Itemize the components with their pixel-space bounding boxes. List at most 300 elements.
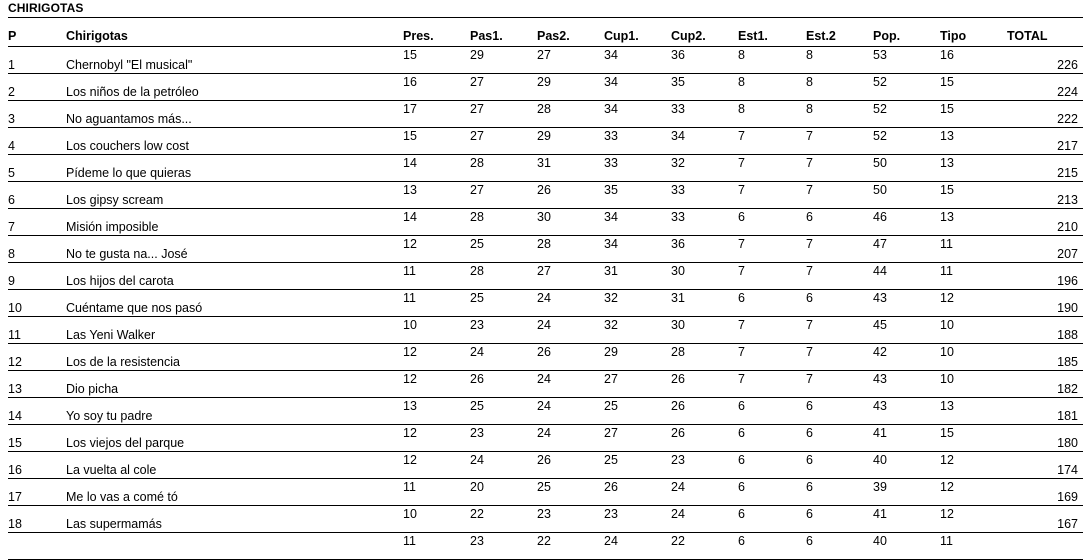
group-name: Los viejos del parque [66, 436, 185, 450]
pas2-score-cell [537, 506, 604, 533]
pas2-score: 28 [537, 102, 551, 116]
pas1-score-cell [470, 155, 537, 182]
cup1-score: 32 [604, 291, 618, 305]
pas2-score-cell [537, 128, 604, 155]
est2-score: 6 [806, 534, 813, 548]
total-score: 222 [1057, 112, 1078, 126]
cup2-score: 33 [671, 102, 685, 116]
est1-score: 7 [738, 156, 745, 170]
est1-score: 6 [738, 453, 745, 467]
table-row [8, 533, 1083, 560]
est2-score: 6 [806, 399, 813, 413]
pres-score-cell [403, 317, 470, 344]
tipo-score: 12 [940, 480, 954, 494]
est1-score-cell [738, 101, 806, 128]
pres-score: 12 [403, 237, 417, 251]
pres-score-cell [403, 479, 470, 506]
group-name-cell [66, 452, 403, 479]
pas1-score: 27 [470, 75, 484, 89]
col-header-cup2: Cup2. [671, 25, 738, 47]
est2-score: 6 [806, 426, 813, 440]
table-row [8, 425, 1083, 452]
pop-score-cell [873, 506, 940, 533]
tipo-score: 15 [940, 183, 954, 197]
table-row [8, 74, 1083, 101]
pas1-score-cell [470, 236, 537, 263]
pop-score-cell [873, 344, 940, 371]
est1-score-cell [738, 425, 806, 452]
cup1-score: 33 [604, 129, 618, 143]
cup2-score-cell [671, 317, 738, 344]
cup2-score: 24 [671, 480, 685, 494]
cup2-score: 26 [671, 372, 685, 386]
table-row [8, 290, 1083, 317]
cup1-score-cell [604, 317, 671, 344]
pres-score-cell [403, 155, 470, 182]
pop-score: 52 [873, 102, 887, 116]
cup2-score-cell [671, 479, 738, 506]
cup1-score-cell [604, 74, 671, 101]
table-row [8, 101, 1083, 128]
est1-score: 7 [738, 237, 745, 251]
cup1-score: 31 [604, 264, 618, 278]
position-number-cell [8, 155, 66, 182]
est2-score-cell [806, 236, 873, 263]
position-number: 18 [8, 517, 22, 531]
position-number-cell [8, 479, 66, 506]
est2-score: 7 [806, 237, 813, 251]
group-name-cell [66, 128, 403, 155]
cup1-score: 23 [604, 507, 618, 521]
total-score: 196 [1057, 274, 1078, 288]
group-name-cell [66, 425, 403, 452]
pres-score-cell [403, 74, 470, 101]
pres-score-cell [403, 290, 470, 317]
est2-score-cell [806, 317, 873, 344]
group-name-cell [66, 263, 403, 290]
pres-score-cell [403, 506, 470, 533]
total-score: 185 [1057, 355, 1078, 369]
total-score-cell [1007, 506, 1083, 533]
table-row [8, 371, 1083, 398]
pop-score-cell [873, 236, 940, 263]
total-score-cell [1007, 74, 1083, 101]
est1-score-cell [738, 398, 806, 425]
pres-score-cell [403, 236, 470, 263]
total-score: 181 [1057, 409, 1078, 423]
pres-score-cell [403, 371, 470, 398]
tipo-score-cell [940, 47, 1007, 74]
pas1-score: 23 [470, 426, 484, 440]
position-number: 17 [8, 490, 22, 504]
cup2-score-cell [671, 452, 738, 479]
pas2-score-cell [537, 425, 604, 452]
pas2-score-cell [537, 236, 604, 263]
tipo-score: 11 [940, 237, 953, 251]
position-number: 9 [8, 274, 15, 288]
pres-score: 11 [403, 291, 416, 305]
est2-score: 6 [806, 480, 813, 494]
position-number: 8 [8, 247, 15, 261]
pop-score-cell [873, 182, 940, 209]
cup2-score: 23 [671, 453, 685, 467]
cup2-score: 33 [671, 210, 685, 224]
group-name-cell [66, 155, 403, 182]
pop-score-cell [873, 533, 940, 560]
pop-score: 47 [873, 237, 887, 251]
est2-score: 8 [806, 48, 813, 62]
tipo-score-cell [940, 128, 1007, 155]
est1-score: 8 [738, 75, 745, 89]
position-number-cell [8, 74, 66, 101]
pas2-score: 27 [537, 264, 551, 278]
pres-score: 12 [403, 453, 417, 467]
tipo-score-cell [940, 398, 1007, 425]
pas1-score: 28 [470, 156, 484, 170]
cup2-score: 34 [671, 129, 685, 143]
pres-score: 14 [403, 156, 417, 170]
est1-score-cell [738, 209, 806, 236]
est1-score-cell [738, 479, 806, 506]
est2-score: 6 [806, 453, 813, 467]
table-row [8, 209, 1083, 236]
table-body [8, 47, 1083, 560]
est2-score-cell [806, 155, 873, 182]
total-score: 213 [1057, 193, 1078, 207]
cup2-score: 35 [671, 75, 685, 89]
position-number: 10 [8, 301, 22, 315]
est1-score: 6 [738, 210, 745, 224]
tipo-score-cell [940, 101, 1007, 128]
table-row [8, 263, 1083, 290]
cup2-score: 28 [671, 345, 685, 359]
est1-score: 6 [738, 507, 745, 521]
cup2-score: 31 [671, 291, 685, 305]
sheet-title: CHIRIGOTAS [8, 1, 84, 15]
tipo-score-cell [940, 533, 1007, 560]
total-score: 190 [1057, 301, 1078, 315]
col-header-chirigotas: Chirigotas [66, 25, 403, 47]
col-header-est1: Est1. [738, 25, 806, 47]
est1-score: 8 [738, 48, 745, 62]
tipo-score: 12 [940, 291, 954, 305]
est1-score: 7 [738, 318, 745, 332]
position-number: 15 [8, 436, 22, 450]
pas2-score: 31 [537, 156, 551, 170]
pas1-score: 20 [470, 480, 484, 494]
tipo-score-cell [940, 317, 1007, 344]
pas1-score: 27 [470, 129, 484, 143]
group-name: Chernobyl "El musical" [66, 58, 193, 72]
est2-score-cell [806, 209, 873, 236]
group-name: Los hijos del carota [66, 274, 174, 288]
pas1-score-cell [470, 263, 537, 290]
pas2-score: 26 [537, 345, 551, 359]
pas2-score-cell [537, 371, 604, 398]
pas2-score-cell [537, 344, 604, 371]
total-score-cell [1007, 425, 1083, 452]
pas1-score: 25 [470, 399, 484, 413]
pop-score: 50 [873, 183, 887, 197]
pas1-score-cell [470, 479, 537, 506]
est1-score: 6 [738, 480, 745, 494]
tipo-score: 11 [940, 534, 953, 548]
pas1-score: 27 [470, 183, 484, 197]
pres-score-cell [403, 47, 470, 74]
est2-score: 8 [806, 102, 813, 116]
group-name-cell [66, 47, 403, 74]
total-score: 224 [1057, 85, 1078, 99]
col-header-pas2: Pas2. [537, 25, 604, 47]
pas1-score-cell [470, 47, 537, 74]
cup1-score: 34 [604, 75, 618, 89]
est1-score-cell [738, 236, 806, 263]
table-row [8, 398, 1083, 425]
est1-score-cell [738, 317, 806, 344]
tipo-score-cell [940, 74, 1007, 101]
cup2-score-cell [671, 101, 738, 128]
pas1-score-cell [470, 344, 537, 371]
est1-score: 7 [738, 372, 745, 386]
cup2-score-cell [671, 425, 738, 452]
est1-score-cell [738, 74, 806, 101]
pas1-score-cell [470, 533, 537, 560]
est2-score-cell [806, 101, 873, 128]
tipo-score: 12 [940, 507, 954, 521]
pas2-score-cell [537, 209, 604, 236]
est1-score: 6 [738, 534, 745, 548]
cup2-score-cell [671, 263, 738, 290]
group-name-cell [66, 182, 403, 209]
cup2-score: 36 [671, 237, 685, 251]
est1-score: 7 [738, 183, 745, 197]
est2-score: 6 [806, 210, 813, 224]
total-score: 188 [1057, 328, 1078, 342]
pas1-score: 28 [470, 264, 484, 278]
pas1-score: 28 [470, 210, 484, 224]
tipo-score: 10 [940, 345, 954, 359]
col-header-cup1: Cup1. [604, 25, 671, 47]
position-number: 16 [8, 463, 22, 477]
cup2-score: 33 [671, 183, 685, 197]
est1-score: 6 [738, 399, 745, 413]
group-name: Pídeme lo que quieras [66, 166, 192, 180]
pas1-score-cell [470, 452, 537, 479]
pop-score: 40 [873, 534, 887, 548]
pres-score-cell [403, 533, 470, 560]
pas2-score: 29 [537, 129, 551, 143]
pop-score: 45 [873, 318, 887, 332]
cup2-score-cell [671, 128, 738, 155]
pas2-score-cell [537, 398, 604, 425]
pas1-score: 25 [470, 237, 484, 251]
group-name: Los de la resistencia [66, 355, 180, 369]
cup1-score: 25 [604, 399, 618, 413]
group-name-cell [66, 344, 403, 371]
group-name-cell [66, 74, 403, 101]
est1-score-cell [738, 506, 806, 533]
pop-score: 50 [873, 156, 887, 170]
group-name: Dio picha [66, 382, 119, 396]
est2-score-cell [806, 290, 873, 317]
est2-score-cell [806, 506, 873, 533]
pop-score: 46 [873, 210, 887, 224]
table-row [8, 344, 1083, 371]
cup1-score-cell [604, 263, 671, 290]
cup1-score-cell [604, 533, 671, 560]
group-name: Me lo vas a comé tó [66, 490, 178, 504]
position-number-cell [8, 317, 66, 344]
cup2-score: 30 [671, 318, 685, 332]
tipo-score-cell [940, 155, 1007, 182]
pas1-score-cell [470, 317, 537, 344]
total-score: 169 [1057, 490, 1078, 504]
pas1-score-cell [470, 182, 537, 209]
total-score: 215 [1057, 166, 1078, 180]
est2-score: 7 [806, 372, 813, 386]
cup1-score: 27 [604, 426, 618, 440]
pop-score: 40 [873, 453, 887, 467]
cup1-score: 35 [604, 183, 618, 197]
group-name: Los gipsy scream [66, 193, 164, 207]
col-header-pas1: Pas1. [470, 25, 537, 47]
pop-score-cell [873, 290, 940, 317]
group-name: Cuéntame que nos pasó [66, 301, 203, 315]
table-row [8, 128, 1083, 155]
cup1-score-cell [604, 47, 671, 74]
position-number-cell [8, 371, 66, 398]
total-score-cell [1007, 344, 1083, 371]
position-number: 11 [8, 328, 21, 342]
position-number-cell [8, 425, 66, 452]
est1-score: 7 [738, 345, 745, 359]
pres-score: 13 [403, 183, 417, 197]
total-score: 180 [1057, 436, 1078, 450]
tipo-score: 15 [940, 75, 954, 89]
table-row [8, 479, 1083, 506]
total-score-cell [1007, 101, 1083, 128]
position-number-cell [8, 47, 66, 74]
group-name-cell [66, 398, 403, 425]
pop-score-cell [873, 317, 940, 344]
pop-score-cell [873, 47, 940, 74]
tipo-score-cell [940, 506, 1007, 533]
pas2-score: 26 [537, 453, 551, 467]
cup2-score-cell [671, 209, 738, 236]
tipo-score: 10 [940, 372, 954, 386]
title-underline [8, 17, 1083, 18]
rankings-table [8, 25, 1083, 560]
tipo-score-cell [940, 182, 1007, 209]
pas1-score: 23 [470, 534, 484, 548]
pas2-score: 27 [537, 48, 551, 62]
group-name-cell [66, 290, 403, 317]
tipo-score-cell [940, 236, 1007, 263]
group-name: No te gusta na... José [66, 247, 188, 261]
group-name: Los niños de la petróleo [66, 85, 199, 99]
est2-score-cell [806, 47, 873, 74]
pas2-score: 23 [537, 507, 551, 521]
position-number-cell [8, 101, 66, 128]
position-number-cell [8, 182, 66, 209]
pres-score-cell [403, 182, 470, 209]
est2-score: 7 [806, 264, 813, 278]
cup1-score-cell [604, 290, 671, 317]
total-score-cell [1007, 128, 1083, 155]
pop-score: 43 [873, 372, 887, 386]
group-name: No aguantamos más... [66, 112, 192, 126]
total-score-cell [1007, 371, 1083, 398]
group-name-cell [66, 371, 403, 398]
cup1-score: 25 [604, 453, 618, 467]
group-name-cell [66, 236, 403, 263]
est1-score: 6 [738, 426, 745, 440]
pres-score-cell [403, 398, 470, 425]
est1-score-cell [738, 182, 806, 209]
pop-score: 41 [873, 426, 887, 440]
pres-score: 10 [403, 318, 417, 332]
table-row [8, 155, 1083, 182]
total-score: 207 [1057, 247, 1078, 261]
position-number: 5 [8, 166, 15, 180]
est2-score-cell [806, 452, 873, 479]
table-row [8, 317, 1083, 344]
est1-score-cell [738, 452, 806, 479]
tipo-score: 10 [940, 318, 954, 332]
pres-score-cell [403, 209, 470, 236]
pop-score: 39 [873, 480, 887, 494]
pas2-score: 22 [537, 534, 551, 548]
cup1-score-cell [604, 182, 671, 209]
cup1-score-cell [604, 371, 671, 398]
cup1-score-cell [604, 155, 671, 182]
tipo-score-cell [940, 209, 1007, 236]
total-score-cell [1007, 236, 1083, 263]
cup2-score-cell [671, 398, 738, 425]
pas1-score: 25 [470, 291, 484, 305]
pas2-score: 24 [537, 291, 551, 305]
total-score-cell [1007, 47, 1083, 74]
cup2-score-cell [671, 182, 738, 209]
est2-score: 6 [806, 507, 813, 521]
pres-score: 10 [403, 507, 417, 521]
pas2-score-cell [537, 155, 604, 182]
total-score: 167 [1057, 517, 1078, 531]
total-score-cell [1007, 452, 1083, 479]
cup2-score-cell [671, 290, 738, 317]
est1-score-cell [738, 344, 806, 371]
pop-score-cell [873, 263, 940, 290]
pop-score-cell [873, 425, 940, 452]
tipo-score-cell [940, 290, 1007, 317]
col-header-pres: Pres. [403, 25, 470, 47]
pas2-score: 24 [537, 399, 551, 413]
total-score-cell [1007, 398, 1083, 425]
cup1-score-cell [604, 344, 671, 371]
est2-score: 7 [806, 318, 813, 332]
cup2-score-cell [671, 344, 738, 371]
pas2-score: 25 [537, 480, 551, 494]
pres-score: 11 [403, 480, 416, 494]
position-number-cell [8, 452, 66, 479]
est2-score-cell [806, 533, 873, 560]
est1-score-cell [738, 47, 806, 74]
pres-score-cell [403, 101, 470, 128]
pop-score-cell [873, 452, 940, 479]
position-number: 12 [8, 355, 22, 369]
position-number: 14 [8, 409, 22, 423]
cup1-score: 34 [604, 102, 618, 116]
